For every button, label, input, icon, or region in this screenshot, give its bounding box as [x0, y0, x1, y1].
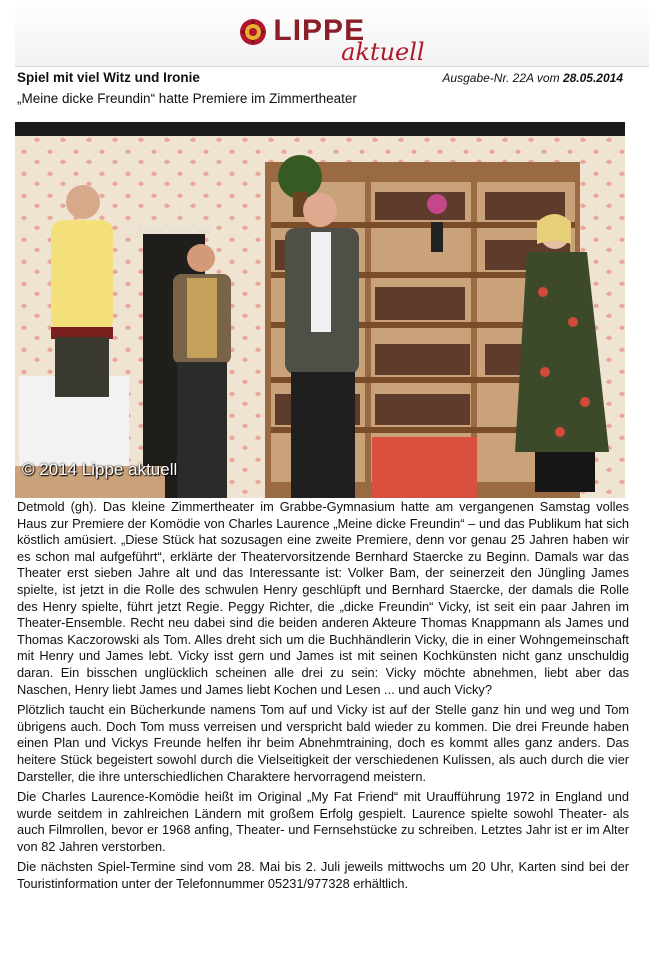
photo-credit: © 2014 Lippe aktuell: [22, 460, 178, 479]
headline: Spiel mit viel Witz und Ironie: [17, 70, 200, 85]
issue-date: 28.05.2014: [562, 71, 623, 85]
article-paragraph: Die nächsten Spiel-Termine sind vom 28. Mai bis 2. Juli jeweils mittwochs um 20 Uhr, Karten sind bei der Touristinformation unter der Telefonnummer 05231/977328 erhältlich.: [17, 859, 629, 892]
actor-suit: [285, 193, 359, 498]
actor-vest: [173, 244, 231, 498]
article-paragraph: Detmold (gh). Das kleine Zimmertheater im Grabbe-Gymnasium hatte am vergangenen Samstag volles Haus zur Premiere der Komödie von Charles Laurence „Meine dicke Freundin“ – und das Publikum hat sich köstlich amüsiert. „Diese Stück hat sozusagen eine zweite Premiere, denn vor genau 25 Jahren haben wir es schon mal aufgeführt“, erklärte der Theatervorsitzende Bernhard Staercke zu Beginn. Damals war das Theater erst sieben Jahre alt und das Interessante ist: Volker Bam, der seinerzeit den Jüngling James spielte, ist jetzt in die Rolle des schwulen Henry geschlüpft und Bernhard Staercke, der damals die Rolle des Henry spielte, führt jetzt Regie. Peggy Richter, die „dicke Freundin“ Vicky, ist seit ein paar Jahren im Theater-Ensemble. Recht neu dabei sind die beiden anderen Akteure Thomas Knappmann als James und Thomas Kaczorowski als Tom. Alles dreht sich um die Buchhändlerin Vicky, die in einer Wohngemeinschaft mit Henry und James lebt. Vicky isst gern und James ist mit seinen Kochkünsten nicht ganz unschuldig daran. Ein bisschen unglücklich scheinen alle drei zu sein: Vicky möchte abnehmen, liebt aber das Naschen, Henry liebt James und James liebt Kochen und Lesen ... und auch Vicky?: [17, 499, 629, 697]
masthead: [15, 0, 649, 67]
logo-subtitle: aktuell: [341, 38, 425, 66]
logo[interactable]: [239, 14, 425, 66]
article-header: [17, 70, 623, 88]
issue-number: Ausgabe-Nr. 22A vom: [442, 71, 560, 85]
article-paragraph: Plötzlich taucht ein Bücherkunde namens Tom auf und Vicky ist auf der Stelle ganz hin und weg und Tom übrigens auch. Doch Tom muss verreisen und verspricht bald wieder zu kommen. Die drei Freunde haben einen Plan und Vickys Freunde helfen ihr beim Abnehmtraining, doch es kommt alles ganz anders. Das heitere Stück begeistert sowohl durch die Vielseitigkeit der verschiedenen Kulissen, als auch durch die vier Darsteller, die ihre unterschiedlichen Charaktere hervorragend meistern.: [17, 702, 629, 784]
article-body: [17, 499, 629, 897]
article-photo: [15, 122, 625, 498]
logo-wordmark: LIPPE: [273, 14, 366, 47]
subheadline: „Meine dicke Freundin“ hatte Premiere im Zimmertheater: [17, 91, 357, 106]
article-paragraph: Die Charles Laurence-Komödie heißt im Original „My Fat Friend“ mit Uraufführung 1972 in England und wurde seitdem in zahlreichen Ländern mit großem Erfolg gespielt. Laurence spielte sowohl Theater- als auch Filmrollen, bevor er 1968 anfing, Theater- und Fernsehstücke zu schreiben. Letztes Jahr ist er im Alter von 82 Jahren verstorben.: [17, 789, 629, 854]
rose-logo-icon: [239, 18, 267, 46]
stage-photo-illustration: [15, 122, 625, 498]
issue-info: [442, 71, 623, 85]
